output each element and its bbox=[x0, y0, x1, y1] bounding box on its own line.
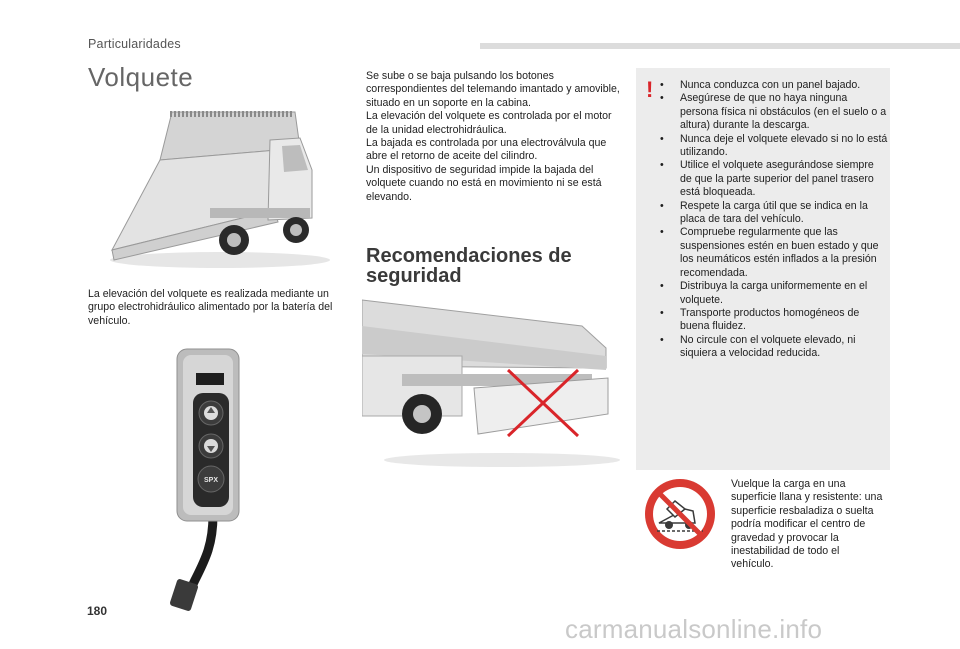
page-title: Volquete bbox=[88, 62, 194, 92]
truck-panel-down-illustration bbox=[362, 296, 620, 468]
warning-item: • Transporte productos homogéneos de buena fluidez. bbox=[652, 307, 888, 334]
slippery-surface-note: Vuelque la carga en una superficie llana y resistente: una superficie resbaladiza o suelta podría modificar el centro de gravedad y provocar la inestabilidad de todo el vehículo. bbox=[731, 478, 883, 571]
intro-paragraph: La elevación del volquete es realizada mediante un grupo electrohidráulico alimentado por la batería del vehículo. bbox=[88, 288, 333, 327]
page-number: 180 bbox=[87, 604, 108, 618]
warning-item: • No circule con el volquete elevado, ni siquiera a velocidad reducida. bbox=[652, 334, 888, 361]
remote-paragraph-2: La elevación del volquete es controlada por el motor de la unidad electrohidráulica. bbox=[366, 110, 612, 136]
remote-paragraph-1: Se sube o se baja pulsando los botones correspondientes del telemando imantado y amovible, situado en un soporte en la cabina. bbox=[366, 70, 620, 109]
warning-item: • Nunca deje el volquete elevado si no lo está utilizando. bbox=[652, 133, 888, 160]
warning-item: • Compruebe regularmente que las suspensiones estén en buen estado y que los neumáticos estén inflados a la presión recomendada. bbox=[652, 226, 888, 280]
remote-description bbox=[366, 70, 624, 204]
remote-paragraph-4: Un dispositivo de seguridad impide la bajada del volquete cuando no está en movimiento ni se está elevando. bbox=[366, 163, 602, 203]
warning-list bbox=[652, 79, 888, 361]
tipper-truck-illustration bbox=[100, 100, 330, 270]
safety-heading: Recomendaciones de seguridad bbox=[366, 245, 572, 287]
section-label: Particularidades bbox=[88, 37, 181, 51]
remote-control-illustration bbox=[165, 345, 255, 615]
remote-label: SPX bbox=[203, 477, 219, 484]
watermark: carmanualsonline.info bbox=[565, 614, 823, 644]
remote-paragraph-3: La bajada es controlada por una electroválvula que abre el retorno de aceite del cilindro. bbox=[366, 137, 607, 163]
warning-icon: ! bbox=[646, 77, 654, 102]
slippery-surface-icon bbox=[645, 479, 715, 549]
warning-item: • Distribuya la carga uniformemente en el volquete. bbox=[652, 280, 888, 307]
warning-item: • Asegúrese de que no haya ninguna persona física ni obstáculos (en el suelo o a altura) durante la descarga. bbox=[652, 92, 888, 132]
warning-item: • Utilice el volquete asegurándose siempre de que la parte superior del panel trasero está bloqueada. bbox=[652, 159, 888, 199]
warning-item: • Nunca conduzca con un panel bajado. bbox=[652, 79, 888, 92]
warning-item: • Respete la carga útil que se indica en la placa de tara del vehículo. bbox=[652, 200, 888, 227]
header-bar bbox=[480, 43, 960, 49]
